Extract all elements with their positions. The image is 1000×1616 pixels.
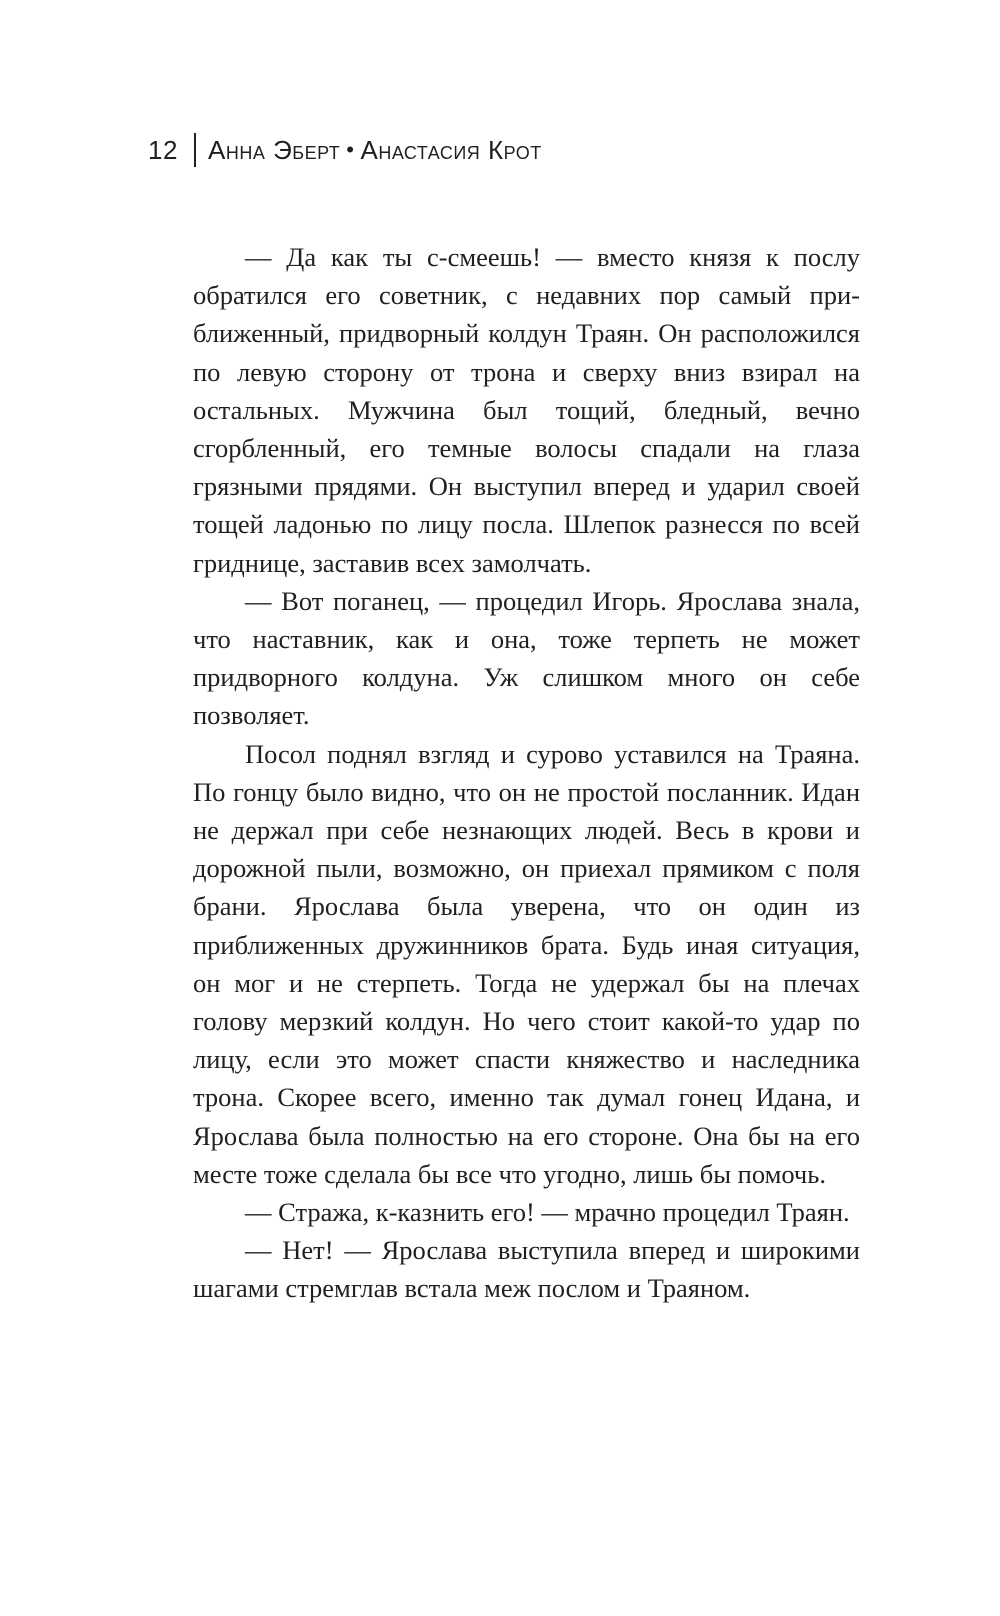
paragraph-1: — Да как ты с-смеешь! — вместо князя к послу обратился его советник, с недавних пор самый приближенный, придворный колдун Траян. Он расположился по левую сторону от трона и сверху вниз взирал на остальных. Мужчина был тощий, бледный, вечно сгорбленный, его темные волосы спадали на глаза грязными прядями. Он выступил вперед и ударил своей тощей ладонью по лицу посла. Шлепок разнесся по всей гриднице, заставив всех замолчать. bbox=[193, 242, 860, 578]
page-number: 12 bbox=[148, 134, 178, 165]
paragraph-4: — Стража, к-казнить его! — мрачно процедил Траян. bbox=[245, 1197, 850, 1228]
paragraph-5: — Нет! — Ярослава выступила вперед и широкими шагами стремглав встала меж послом и Траяном. bbox=[193, 1235, 860, 1304]
author-name-1: Анна Эберт bbox=[208, 134, 341, 165]
running-header bbox=[148, 132, 542, 168]
body-text bbox=[193, 238, 860, 1308]
author-name-2: Анастасия Крот bbox=[360, 134, 542, 165]
header-divider bbox=[194, 133, 196, 167]
paragraph-3: Посол поднял взгляд и сурово уставился на Траяна. По гонцу было видно, что он не простой посланник. Идан не держал при себе незнающих людей. Весь в крови и дорожной пыли, возможно, он приехал прямиком с поля брани. Ярослава была уверена, что он один из приближенных дружинников брата. Будь иная ситуация, он мог и не стерпеть. Тогда не удержал бы на плечах голову мерзкий колдун. Но чего стоит какой-то удар по лицу, если это может спасти княжество и наследника трона. Скорее всего, именно так думал гонец Идана, и Ярослава была полностью на его стороне. Она бы на его месте тоже сделала бы все что угодно, лишь бы помочь. bbox=[193, 738, 860, 1189]
paragraph-2: — Вот поганец, — процедил Игорь. Ярослава знала, что наставник, как и она, тоже терпеть не может придворного колдуна. Уж слишком много он себе позволяет. bbox=[193, 585, 860, 731]
bullet-separator: • bbox=[346, 137, 355, 162]
